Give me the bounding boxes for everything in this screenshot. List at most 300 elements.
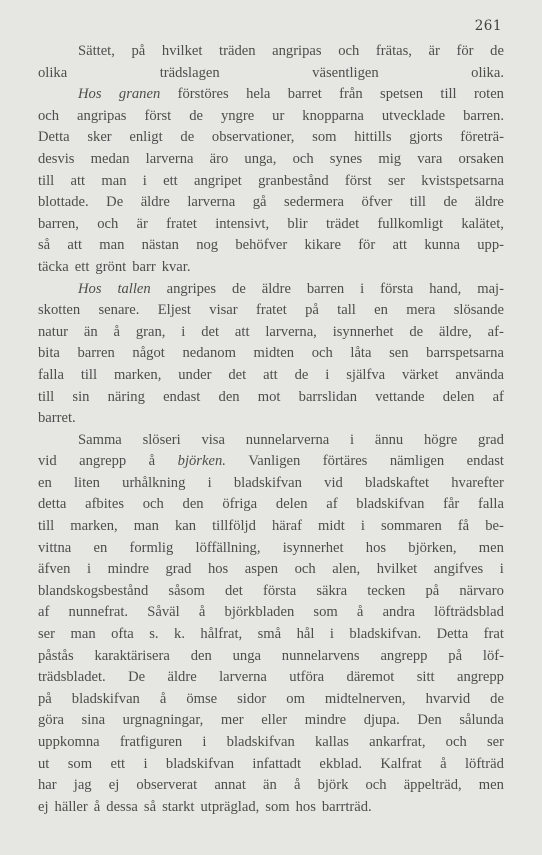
word: larverna	[145, 150, 194, 167]
word: mig	[378, 150, 402, 167]
word: dessa	[106, 798, 138, 815]
word: midtelnerven,	[324, 690, 406, 707]
word: till	[440, 86, 457, 103]
word: ej	[108, 777, 120, 794]
word: angrepp	[456, 669, 504, 686]
word: hos	[207, 561, 229, 578]
word: intensivt,	[215, 215, 270, 232]
word: af-	[487, 323, 504, 340]
word: i	[360, 280, 365, 297]
word: sidor	[237, 690, 267, 707]
word: bita	[38, 345, 60, 362]
word: värket	[402, 366, 439, 383]
word: äldre	[474, 194, 504, 211]
word: trädslagen	[159, 64, 220, 81]
word: urgnagningar,	[122, 712, 204, 729]
word: vettande	[375, 388, 425, 405]
text-line	[38, 754, 504, 776]
word: än	[83, 323, 98, 340]
word: förtäres	[322, 453, 368, 470]
word: De	[106, 194, 124, 211]
word: under	[178, 366, 212, 383]
word: öfriga	[222, 496, 258, 513]
word: ser	[38, 626, 56, 643]
word: fullkomligt	[377, 215, 444, 232]
word: hela	[246, 86, 271, 103]
word: första	[380, 280, 414, 297]
word: hvilket	[161, 43, 203, 59]
word: och	[38, 107, 60, 124]
word: ut	[38, 755, 50, 772]
word: liten	[73, 474, 100, 491]
word: på	[38, 690, 52, 707]
word: delen	[275, 496, 308, 513]
word: har	[38, 777, 57, 794]
word: den	[218, 388, 240, 405]
word: i	[325, 366, 330, 383]
word: angrepp	[380, 647, 428, 664]
word: knopparna	[302, 107, 364, 124]
word: det	[201, 323, 220, 340]
word: mindre	[107, 561, 149, 578]
word: Vanligen	[248, 453, 301, 470]
word: Den	[417, 712, 442, 729]
word: De	[128, 669, 146, 686]
word: mera	[406, 302, 436, 319]
word: de	[180, 129, 195, 146]
word: utpräglad,	[200, 798, 260, 815]
word: är	[428, 43, 440, 59]
word: i	[350, 431, 355, 448]
word: unga,	[244, 150, 277, 167]
word: falla	[478, 496, 504, 513]
word: påstås	[38, 647, 74, 664]
word: hos	[295, 798, 316, 815]
word: på	[448, 647, 463, 664]
word: bladskifvan	[356, 496, 425, 513]
word: gran,	[135, 323, 166, 340]
word: de	[490, 690, 504, 707]
word: en	[374, 302, 388, 319]
word: s.	[149, 626, 159, 643]
word: löffällning,	[195, 539, 261, 556]
word: af	[38, 604, 50, 621]
word: å	[198, 604, 206, 621]
word: behöfver	[235, 237, 288, 254]
word: fratfiguren	[119, 734, 183, 750]
word: kikare	[304, 237, 341, 254]
word: kvar.	[161, 258, 191, 275]
text-line	[38, 473, 504, 495]
word: alen,	[332, 561, 361, 578]
word: tallen	[117, 280, 151, 297]
word: högre	[424, 431, 458, 448]
word: aspen	[244, 561, 279, 578]
word: hos	[365, 539, 387, 556]
word: observerat	[136, 777, 198, 794]
word: låta	[350, 345, 372, 362]
word: en	[38, 474, 52, 491]
word: fratet	[166, 215, 197, 232]
word: från	[339, 86, 363, 103]
text-line	[38, 538, 504, 560]
word: Kalfrat	[380, 755, 422, 772]
word: de	[189, 107, 203, 124]
word: be-	[485, 518, 504, 535]
word: angripas	[272, 43, 322, 59]
word: häller	[54, 798, 88, 815]
word: hålfrat,	[200, 626, 243, 643]
word: i	[360, 518, 365, 535]
word: att	[70, 172, 86, 189]
word: på	[131, 43, 146, 59]
word: Såväl	[147, 604, 180, 621]
word: marken,	[70, 518, 118, 535]
text-line	[38, 149, 504, 171]
word: äfven	[38, 561, 71, 578]
word: och	[142, 496, 164, 513]
word: urhålkning	[122, 474, 186, 491]
word: täcka	[38, 258, 69, 275]
word: företrä-	[460, 129, 504, 146]
word: mindre	[304, 712, 347, 729]
word: och	[294, 561, 316, 578]
text-line	[38, 797, 504, 819]
word: nämligen	[389, 453, 445, 470]
word: i	[499, 561, 504, 578]
word: som	[312, 129, 337, 146]
word: något	[132, 345, 165, 362]
text-line	[38, 408, 504, 430]
word: sina	[81, 712, 106, 729]
word: få	[457, 518, 470, 535]
word: larverna	[219, 669, 267, 686]
text-line	[38, 106, 504, 128]
word: endast	[466, 453, 504, 470]
word: en	[93, 539, 108, 556]
word: så	[38, 237, 51, 254]
word: barren	[77, 345, 115, 362]
word: om	[286, 690, 305, 707]
word: bladskaftet	[365, 474, 430, 491]
word: grönt	[95, 258, 127, 275]
word: barren	[306, 280, 345, 297]
text-line	[38, 646, 504, 668]
word: små	[257, 626, 282, 643]
word: angrepp	[79, 453, 127, 470]
word: björk	[317, 777, 349, 794]
word: de	[490, 43, 504, 59]
word: endast	[163, 388, 201, 405]
word: blandskogsbestånd	[38, 582, 149, 599]
word: falla	[38, 366, 64, 383]
word: träden	[219, 43, 256, 59]
text-line	[38, 387, 504, 409]
word: vara	[417, 150, 443, 167]
text-line	[38, 732, 504, 754]
word: hand,	[429, 280, 462, 297]
word: i	[142, 172, 147, 189]
word: man	[70, 626, 96, 643]
word: ej	[38, 798, 49, 815]
text-line	[38, 667, 504, 689]
word: barren,	[38, 215, 79, 232]
word: bladskifvan	[233, 474, 302, 491]
word: Detta	[436, 626, 469, 643]
text-line	[38, 127, 504, 149]
word: äldre	[140, 194, 170, 211]
word: nästan	[141, 237, 179, 254]
word: för	[456, 43, 474, 59]
word: förstöres	[177, 86, 229, 103]
text-line	[38, 775, 504, 797]
word: i	[329, 626, 334, 643]
word: gå	[252, 194, 267, 211]
word: kalätet,	[461, 215, 504, 232]
word: olika.	[471, 64, 504, 81]
word: närvaro	[459, 582, 504, 599]
word: Eljest	[157, 302, 191, 319]
word: får	[443, 496, 460, 513]
word: som	[67, 755, 93, 772]
text-line	[38, 192, 504, 214]
word: björken.	[177, 453, 226, 470]
word: medan	[90, 150, 130, 167]
word: å	[148, 453, 156, 470]
word: för	[358, 237, 376, 254]
word: och	[292, 150, 314, 167]
word: till	[409, 194, 426, 211]
word: till	[38, 388, 55, 405]
word: ur	[272, 107, 285, 124]
word: i	[207, 474, 212, 491]
word: det	[225, 582, 243, 599]
word: delen	[442, 388, 475, 405]
text-line	[38, 689, 504, 711]
word: nunnelarverna	[245, 431, 330, 448]
word: skotten	[38, 302, 81, 319]
word: å	[440, 755, 447, 772]
word: till	[80, 366, 98, 383]
word: å	[356, 604, 364, 621]
word: hvilket	[376, 561, 418, 578]
word: grad	[165, 561, 192, 578]
word: näring	[107, 388, 145, 405]
word: k.	[174, 626, 185, 643]
word: uppkomna	[38, 734, 100, 750]
word: de	[232, 280, 246, 297]
word: man	[99, 237, 125, 254]
word: blir	[287, 215, 308, 232]
word: natur	[38, 323, 68, 340]
word: vittna	[38, 539, 72, 556]
text-line	[38, 365, 504, 387]
word: gjorts	[409, 129, 443, 146]
word: blottade.	[38, 194, 89, 211]
word: å	[293, 777, 301, 794]
word: äldre	[261, 280, 291, 297]
word: kvistspetsarna	[421, 172, 504, 189]
word: sedermera	[283, 194, 344, 211]
word: vid	[38, 453, 57, 470]
word: granen	[118, 86, 161, 103]
word: hvarvid	[425, 690, 471, 707]
word: äro	[209, 150, 229, 167]
word: annat	[214, 777, 246, 794]
text-line	[38, 171, 504, 193]
text-line	[38, 624, 504, 646]
word: själfva	[346, 366, 386, 383]
word: utföra	[289, 669, 325, 686]
word: sen	[389, 345, 409, 362]
word: nog	[196, 237, 219, 254]
word: äldre	[167, 669, 197, 686]
word: ser	[486, 734, 504, 750]
word: spetsen	[380, 86, 424, 103]
word: tillföljd	[212, 518, 256, 535]
word: nunnelarvens	[281, 647, 360, 664]
word: trädet	[325, 215, 360, 232]
text-line	[38, 343, 504, 365]
word: detta	[38, 496, 67, 513]
word: första	[262, 582, 297, 599]
word: orsaken	[458, 150, 504, 167]
word: ser	[387, 172, 405, 189]
text-line	[38, 63, 504, 85]
word: visa	[201, 431, 225, 448]
word: sker	[87, 129, 112, 146]
word: å	[93, 798, 101, 815]
word: ännu	[374, 431, 404, 448]
word: man	[133, 518, 159, 535]
word: på	[305, 302, 319, 319]
word: i	[143, 755, 148, 772]
word: barren.	[463, 107, 504, 124]
word: af	[492, 388, 504, 405]
word: ömse	[186, 690, 218, 707]
word: i	[202, 734, 207, 750]
word: använda	[455, 366, 504, 383]
word: hål	[296, 626, 315, 643]
word: isynnerhet	[332, 323, 394, 340]
word: som	[265, 798, 290, 815]
word: sålunda	[459, 712, 504, 729]
word: å	[159, 690, 167, 707]
word: och	[338, 43, 360, 59]
word: bladskifvan.	[349, 626, 422, 643]
word: unga	[232, 647, 261, 664]
word: angripes	[166, 280, 217, 297]
word: i	[181, 323, 186, 340]
word: marken,	[113, 366, 162, 383]
word: ett	[110, 755, 126, 772]
word: bladskifvan	[71, 690, 140, 707]
text-line	[38, 257, 504, 279]
word: till	[38, 172, 55, 189]
word: desvis	[38, 150, 75, 167]
word: mot	[257, 388, 281, 405]
word: det	[228, 366, 247, 383]
word: angripas	[77, 107, 127, 124]
word: de	[409, 323, 424, 340]
word: kan	[174, 518, 197, 535]
word: ett	[163, 172, 178, 189]
word: ofta	[111, 626, 134, 643]
word: upp-	[477, 237, 504, 254]
word: roten	[473, 86, 504, 103]
word: infattadt	[252, 755, 302, 772]
word: men	[478, 777, 504, 794]
word: isynnerhet	[282, 539, 344, 556]
word: som	[313, 604, 338, 621]
word: kallas	[314, 734, 349, 750]
word: utvecklade	[381, 107, 446, 124]
word: barrslidan	[298, 388, 358, 405]
word: larverna,	[265, 323, 317, 340]
word: hittills	[354, 129, 392, 146]
word: starkt	[162, 798, 195, 815]
word: sitt	[416, 669, 435, 686]
word: däremot	[346, 669, 395, 686]
word: andra	[382, 604, 415, 621]
word: den	[182, 496, 204, 513]
word: midt	[318, 518, 345, 535]
text-line	[38, 516, 504, 538]
text-line	[38, 214, 504, 236]
word: barrträd.	[321, 798, 372, 815]
word: sin	[72, 388, 90, 405]
word: ankarfrat,	[369, 734, 426, 750]
word: att	[392, 237, 408, 254]
word: yngre	[220, 107, 255, 124]
word: Hos	[78, 280, 102, 297]
word: tall	[337, 302, 356, 319]
word: angripet	[194, 172, 242, 189]
word: björken,	[408, 539, 457, 556]
word: hvarefter	[451, 474, 504, 491]
word: och	[97, 215, 119, 232]
word: maj-	[477, 280, 504, 297]
word: trädsbladet.	[38, 669, 106, 686]
word: synes	[329, 150, 363, 167]
body-text	[38, 41, 504, 818]
word: löfträdsblad	[434, 604, 504, 621]
text-line	[38, 279, 504, 301]
word: mer	[220, 712, 244, 729]
word: så	[143, 798, 157, 815]
word: slösande	[453, 302, 504, 319]
text-line	[38, 300, 504, 322]
text-line	[38, 494, 504, 516]
word: göra	[38, 712, 64, 729]
word: larverna	[187, 194, 236, 211]
word: grad	[478, 431, 504, 448]
word: vid	[324, 474, 343, 491]
word: frätas,	[375, 43, 412, 59]
word: väsentligen	[312, 64, 379, 81]
word: den	[190, 647, 212, 664]
word: och	[445, 734, 467, 750]
word: äldre,	[438, 323, 472, 340]
word: och	[311, 345, 333, 362]
word: senare.	[98, 302, 140, 319]
word: enligt	[129, 129, 163, 146]
text-line	[38, 710, 504, 732]
text-line	[38, 559, 504, 581]
word: ekblad.	[319, 755, 362, 772]
word: att	[234, 323, 250, 340]
word: bladskifvan	[226, 734, 295, 750]
